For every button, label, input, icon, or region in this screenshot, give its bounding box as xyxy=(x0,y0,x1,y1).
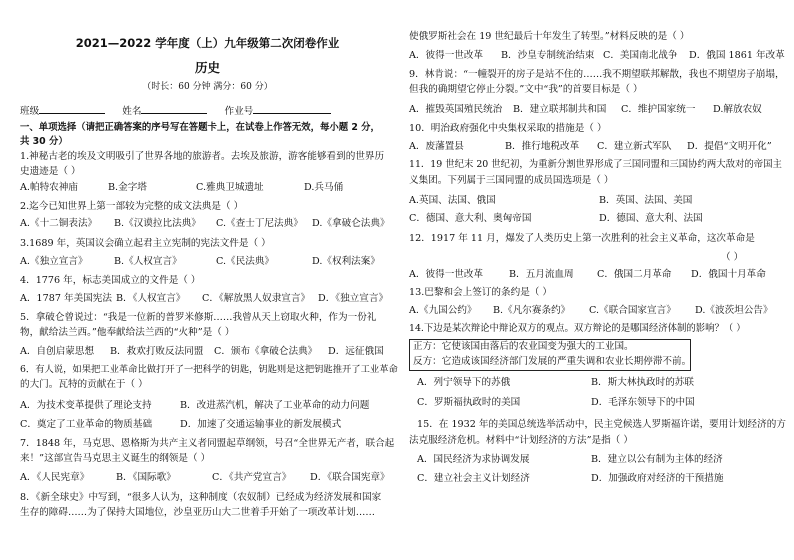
option-c[interactable]: C．维护国家统一 xyxy=(621,104,696,115)
option-b[interactable]: B．建立以公有制为主体的经济 xyxy=(591,454,723,465)
option-d[interactable]: D．俄国十月革命 xyxy=(691,269,766,280)
exam-meta: （时长：60 分钟 满分：60 分） xyxy=(142,82,273,92)
option-a[interactable]: A．1787 年美国宪法 xyxy=(20,293,112,304)
option-d[interactable]: D．德国、意大利、法国 xyxy=(599,213,703,224)
option-a[interactable]: A．废藩置县 xyxy=(409,141,464,152)
question-stem: 来！”这部宣告马克思主义诞生的纲领是（ ） xyxy=(20,453,211,464)
option-c[interactable]: C.《查士丁尼法典》 xyxy=(216,218,303,229)
option-a[interactable]: A．彼得一世改革 xyxy=(409,50,484,61)
option-a[interactable]: A．国民经济为求协调发展 xyxy=(417,454,530,465)
debate-con: 反方：它造成该国经济部门发展的严重失调和农业长期停滞不前。 xyxy=(413,356,692,367)
homework-label: 作业号 xyxy=(224,106,254,117)
option-b[interactable]: B．《人权宣言》 xyxy=(116,293,186,304)
question-stem: 9．林肯说：“一幢裂开的房子是站不住的……我不期望联邦解散，我也不期望房子崩塌， xyxy=(409,69,785,80)
name-field[interactable] xyxy=(141,103,207,114)
class-field[interactable] xyxy=(39,103,105,114)
option-b[interactable]: B．改进蒸汽机，解决了工业革命的动力问题 xyxy=(180,400,370,411)
option-b[interactable]: B．建立联邦制共和国 xyxy=(513,104,607,115)
option-a[interactable]: A.《十二铜表法》 xyxy=(20,218,98,229)
section-heading: 一、单项选择（请把正确答案的序号写在答题卡上，在试卷上作答无效，每小题 2 分， xyxy=(20,122,380,133)
student-info-row xyxy=(20,103,331,119)
question-stem: 14.下边是某次辩论中辩论双方的观点。双方辩论的是哪国经济体制的影响？（ ） xyxy=(409,323,746,334)
question-stem: 4．1776 年，标志美国成立的文件是（ ） xyxy=(20,275,201,286)
question-stem: 史遗迹是（ ） xyxy=(20,166,81,177)
question-stem: 生存的障碍……为了保持大国地位，沙皇亚历山大二世着手开始了一项改革计划…… xyxy=(20,507,375,518)
option-c[interactable]: C．罗斯福执政时的美国 xyxy=(417,397,521,408)
question-stem: 1.神秘古老的埃及文明吸引了世界各地的旅游者。去埃及旅游，游客能够看到的世界历 xyxy=(20,151,385,162)
question-stem: 2.迄今已知世界上第一部较为完整的成文法典是（ ） xyxy=(20,201,244,212)
option-b[interactable]: B．五月流血周 xyxy=(509,269,574,280)
option-d[interactable]: D．远征俄国 xyxy=(328,346,384,357)
option-b[interactable]: B．救欢打败反法同盟 xyxy=(110,346,204,357)
question-stem: 11．19 世纪末 20 世纪初，为重新分割世界形成了三国同盟和三国协约两大敌对的帝国主 xyxy=(409,159,782,170)
question-stem: 使俄罗斯社会在 19 世纪最后十年发生了转型。”材料反映的是（ ） xyxy=(409,31,690,42)
homework-field[interactable] xyxy=(253,103,331,114)
option-b[interactable]: B.《人权宣言》 xyxy=(114,256,182,267)
option-b[interactable]: B．《国际歌》 xyxy=(116,472,176,483)
question-stem: 法克服经济危机。材料中“计划经济的方法”是指（ ） xyxy=(409,435,633,446)
option-c[interactable]: C．《解放黑人奴隶宣言》 xyxy=(202,293,311,304)
option-d[interactable]: D．加强政府对经济的干预措施 xyxy=(591,473,724,484)
option-a[interactable]: A.英国、法国、俄国 xyxy=(409,195,496,206)
option-c[interactable]: C．俄国二月革命 xyxy=(597,269,672,280)
option-b[interactable]: B．沙皇专制统治结束 xyxy=(501,50,595,61)
option-c[interactable]: C．《共产党宣言》 xyxy=(212,472,292,483)
question-stem: 但我的确期望它停止分裂。”文中“我”的首要目标是（ ） xyxy=(409,84,643,95)
option-b[interactable]: B.《汉谟拉比法典》 xyxy=(114,218,201,229)
option-a[interactable]: A．《人民宪章》 xyxy=(20,472,90,483)
option-d[interactable]: D.兵马俑 xyxy=(304,182,344,193)
question-stem: 5．拿破仑曾说过：“我是一位新的普罗米修斯……我曾从天上窃取火种，作为一份礼 xyxy=(20,312,377,323)
answer-parens: （ ） xyxy=(721,252,744,263)
question-stem: 10．明治政府强化中央集权采取的措施是（ ） xyxy=(409,123,607,134)
option-a[interactable]: A.《独立宣言》 xyxy=(20,256,88,267)
option-a[interactable]: A.《九国公约》 xyxy=(409,305,477,316)
exam-title: 2021—2022 学年度（上）九年级第二次闭卷作业 xyxy=(75,36,340,50)
option-c[interactable]: C．颁布《拿破仑法典》 xyxy=(214,346,318,357)
question-stem: 义集团。下列属于三国同盟的成员国选项是（ ） xyxy=(409,175,614,186)
question-stem: 12．1917 年 11 月，爆发了人类历史上第一次胜利的社会主义革命，这次革命是 xyxy=(409,233,755,244)
option-d[interactable]: D.《波茨坦公告》 xyxy=(695,305,773,316)
option-d[interactable]: D．《独立宣言》 xyxy=(318,293,389,304)
question-stem: 3.1689 年，英国议会确立起君主立宪制的宪法文件是（ ） xyxy=(20,238,271,249)
option-d[interactable]: D．俄国 1861 年改革 xyxy=(689,50,785,61)
question-stem: 6．有人说，如果把工业革命比做打开了一把科学的钥匙，钥匙则是这把钥匙推开了工业革命 xyxy=(20,364,398,375)
option-b[interactable]: B．斯大林执政时的苏联 xyxy=(591,377,694,388)
option-c[interactable]: C．建立新式军队 xyxy=(597,141,672,152)
debate-box xyxy=(409,339,691,371)
class-label: 班级 xyxy=(20,106,40,117)
question-stem: 7．1848 年，马克思、恩格斯为共产主义者同盟起草纲领，号召“全世界无产者，联合起 xyxy=(20,438,395,449)
option-c[interactable]: C．建立社会主义计划经济 xyxy=(417,473,530,484)
option-d[interactable]: D．《联合国宪章》 xyxy=(310,472,390,483)
option-c[interactable]: C．奠定了工业革命的物质基础 xyxy=(20,419,153,430)
option-a[interactable]: A．为技术变革提供了理论支持 xyxy=(20,400,152,411)
option-a[interactable]: A．彼得一世改革 xyxy=(409,269,484,280)
option-d[interactable]: D．毛泽东领导下的中国 xyxy=(591,397,695,408)
question-stem: 15．在 1932 年的美国总统选举活动中，民主党候选人罗斯福许诺，要用计划经济的方 xyxy=(417,419,786,430)
option-b[interactable]: B.金字塔 xyxy=(108,182,147,193)
option-d[interactable]: D.《权利法案》 xyxy=(312,256,380,267)
option-a[interactable]: A．列宁领导下的苏俄 xyxy=(417,377,511,388)
option-a[interactable]: A．自创启蒙思想 xyxy=(20,346,95,357)
option-c[interactable]: C.《民法典》 xyxy=(216,256,275,267)
option-c[interactable]: C.雅典卫城遗址 xyxy=(196,182,264,193)
option-c[interactable]: C.《联合国家宣言》 xyxy=(589,305,676,316)
question-stem: 的大门。瓦特的贡献在于（ ） xyxy=(20,379,148,390)
option-d[interactable]: D.解放农奴 xyxy=(713,104,762,115)
debate-pro: 正方：它使该国由落后的农业国变为强大的工业国。 xyxy=(413,341,634,352)
question-stem: 物，献给法兰西。”他奉献给法兰西的“火种”是（ ） xyxy=(20,327,235,338)
option-d[interactable]: D.《拿破仑法典》 xyxy=(312,218,390,229)
option-b[interactable]: B．推行地税改革 xyxy=(505,141,580,152)
option-d[interactable]: D．加速了交通运输事业的新发展模式 xyxy=(180,419,342,430)
question-stem: 13.巴黎和会上签订的条约是（ ） xyxy=(409,287,553,298)
option-a[interactable]: A.帕特农神庙 xyxy=(20,182,78,193)
name-label: 姓名 xyxy=(122,106,142,117)
option-c[interactable]: C．德国、意大利、奥匈帝国 xyxy=(409,213,532,224)
subject-title: 历史 xyxy=(194,60,220,75)
section-heading-cont: 共 30 分） xyxy=(20,136,68,147)
option-a[interactable]: A．摧毁英国殖民统治 xyxy=(409,104,503,115)
option-c[interactable]: C．美国南北战争 xyxy=(603,50,678,61)
option-b[interactable]: B．英国、法国、美国 xyxy=(599,195,693,206)
option-b[interactable]: B.《凡尔赛条约》 xyxy=(493,305,571,316)
option-d[interactable]: D．提倡“文明开化” xyxy=(687,141,772,152)
question-stem: 8．《新全球史》中写到，“很多人认为，这种制度（农奴制）已经成为经济发展和国家 xyxy=(20,492,382,503)
